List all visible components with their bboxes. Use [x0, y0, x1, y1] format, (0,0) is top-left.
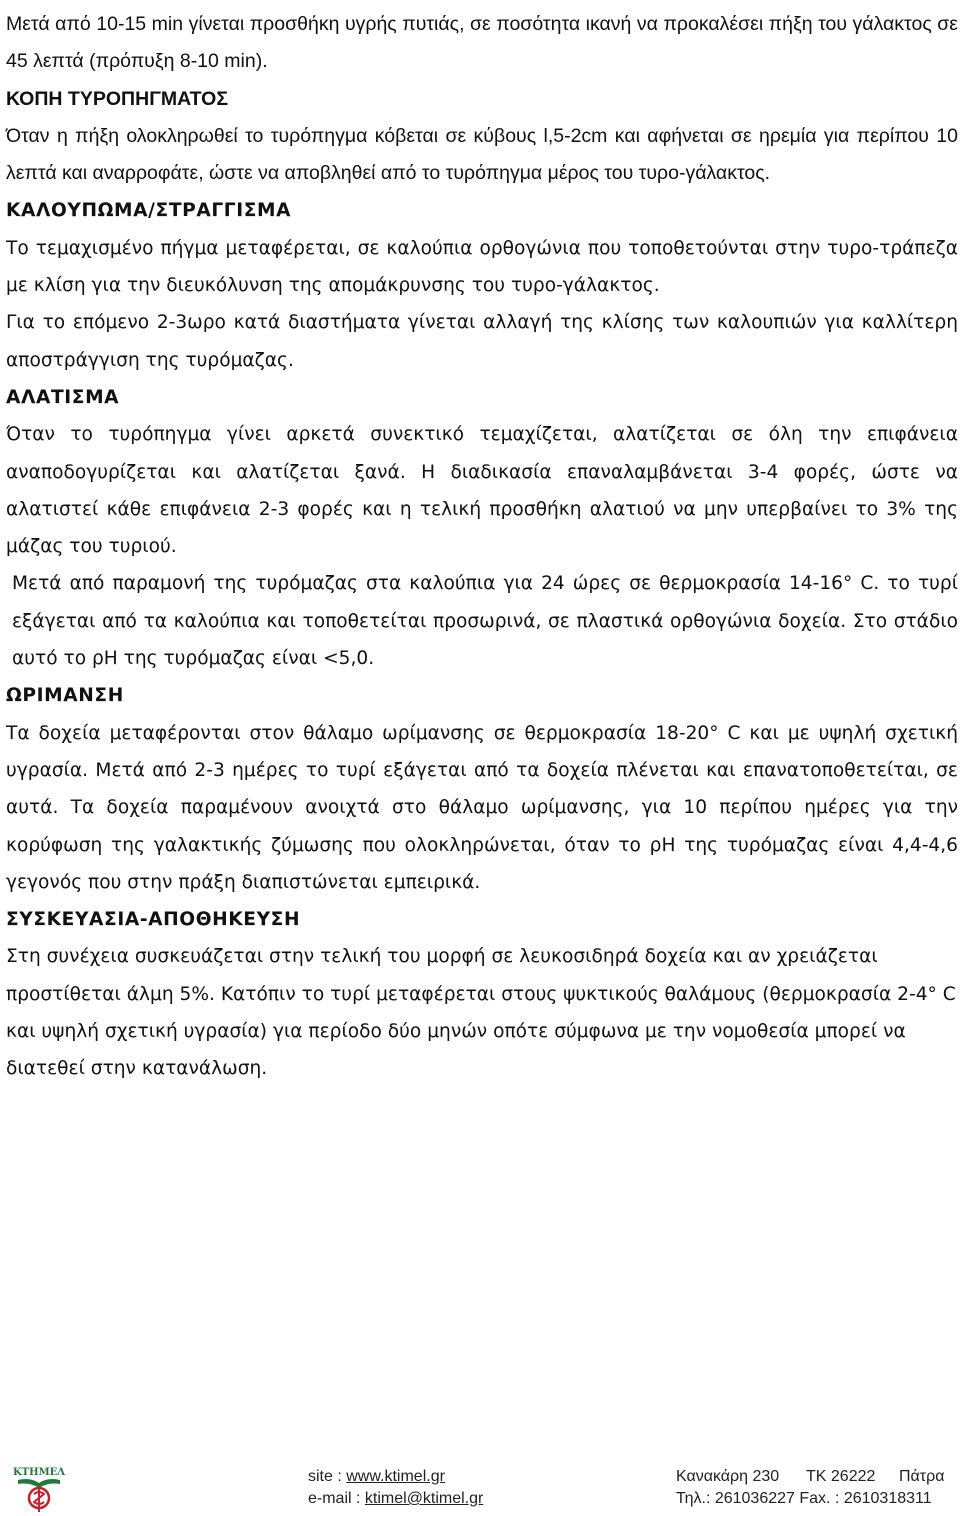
paragraph-tilting: Για το επόμενο 2-3ωρο κατά διαστήματα γίνεται αλλαγή της κλίσης των καλουπιών για καλλίτερη αποστράγγιση της τυρόμαζας.	[6, 312, 958, 371]
email-label: e-mail :	[308, 1490, 365, 1507]
heading-packaging-storage: ΣΥΣΚΕΥΑΣΙΑ-ΑΠΟΘΗΚΕΥΣΗ	[6, 909, 301, 931]
page-footer	[0, 1462, 960, 1516]
site-label: site :	[308, 1468, 347, 1485]
paragraph-curd-cutting: Όταν η πήξη ολοκληρωθεί το τυρόπηγμα κόβεται σε κύβους l,5-2cm και αφήνεται σε ηρεμία για περίπου 10 λεπτά και αναρροφάτε, ώστε να αποβληθεί από το τυρόπηγμα μέρος του τυρο-γάλακτος.	[6, 124, 958, 185]
phone-fax-line: Τηλ.: 261036227 Fax. : 2610318311	[676, 1490, 932, 1507]
heading-ripening: ΩΡΙΜΑΝΣΗ	[6, 685, 124, 707]
ktimel-logo	[10, 1464, 68, 1514]
logo-wordmark: ΚΤΗΜΕΛ	[12, 1467, 66, 1478]
address-postcode: ΤΚ 26222	[806, 1468, 876, 1485]
address-street: Κανακάρη 230	[676, 1468, 780, 1485]
paragraph-salting: Όταν το τυρόπηγμα γίνει αρκετά συνεκτικό τεμαχίζεται, αλατίζεται σε όλη την επιφάνεια αναποδογυρίζεται και αλατίζεται ξανά. Η διαδικασία επαναλαμβάνεται 3-4 φορές, ώστε να αλατιστεί κάθε επιφάνεια 2-3 φορές και η τελική προσθήκη αλατιού να μην υπερβαίνει το 3% της μάζας του τυριού.	[6, 424, 958, 558]
email-link[interactable]: ktimel@ktimel.gr	[364, 1490, 484, 1507]
paragraph-rennet: Μετά από 10-15 min γίνεται προσθήκη υγρής πυτιάς, σε ποσότητα ικανή να προκαλέσει πήξη του γάλακτος σε 45 λεπτά (πρόπυξη 8-10 min).	[6, 13, 958, 73]
address-city: Πάτρα	[899, 1468, 945, 1485]
paragraph-molding: Το τεμαχισμένο πήγμα μεταφέρεται, σε καλούπια ορθογώνια που τοποθετούνται στην τυρο-τράπεζα με κλίση για την διευκόλυνση της απομάκρυνσης του τυρο-γάλακτος.	[6, 237, 958, 297]
email-line	[308, 1490, 483, 1508]
paragraph-after-salting: Μετά από παραμονή της τυρόμαζας στα καλούπια για 24 ώρες σε θερμοκρασία 14-16° C. το τυρί εξάγεται από τα καλούπια και τοποθετείται προσωρινά, σε πλαστικά ορθογώνια δοχεία. Στο στάδιο αυτό το ρΗ της τυρόμαζας είναι <5,0.	[12, 573, 958, 670]
paragraph-ripening: Τα δοχεία μεταφέρονται στον θάλαμο ωρίμανσης σε θερμοκρασία 18-20° C και με υψηλή σχετική υγρασία. Μετά από 2-3 ημέρες το τυρί εξάγεται από τα δοχεία πλένεται και επανατοποθετείται, σε αυτά. Τα δοχεία παραμένουν ανοιχτά στο θάλαμο ωρίμανσης, για 10 περίπου ημέρες για την κορύφωση της γαλακτικής ζύμωσης που ολοκληρώνεται, όταν το ρΗ της τυρόμαζας είναι 4,4-4,6 γεγονός που στην πράξη διαπιστώνεται εμπειρικά.	[6, 722, 958, 893]
site-line	[308, 1468, 445, 1486]
site-link[interactable]: www.ktimel.gr	[346, 1468, 445, 1485]
document-body	[6, 6, 958, 1088]
paragraph-packaging: Στη συνέχεια συσκευάζεται στην τελική του μορφή σε λευκοσιδηρά δοχεία και αν χρειάζεται προστίθεται άλμη 5%. Κατόπιν το τυρί μεταφέρεται στους ψυκτικούς θαλάμους (θερμοκρασία 2-4° C και υψηλή σχετική υγρασία) για περίοδο δύο μηνών οπότε σύμφωνα με την νομοθεσία μπορεί να διατεθεί στην κατανάλωση.	[6, 946, 956, 1080]
heading-salting: ΑΛΑΤΙΣΜΑ	[6, 386, 120, 408]
heading-curd-cutting: ΚΟΠΗ ΤΥΡΟΠΗΓΜΑΤΟΣ	[6, 87, 229, 110]
heading-molding-draining: ΚΑΛΟΥΠΩΜΑ/ΣΤΡΑΓΓΙΣΜΑ	[6, 200, 292, 222]
